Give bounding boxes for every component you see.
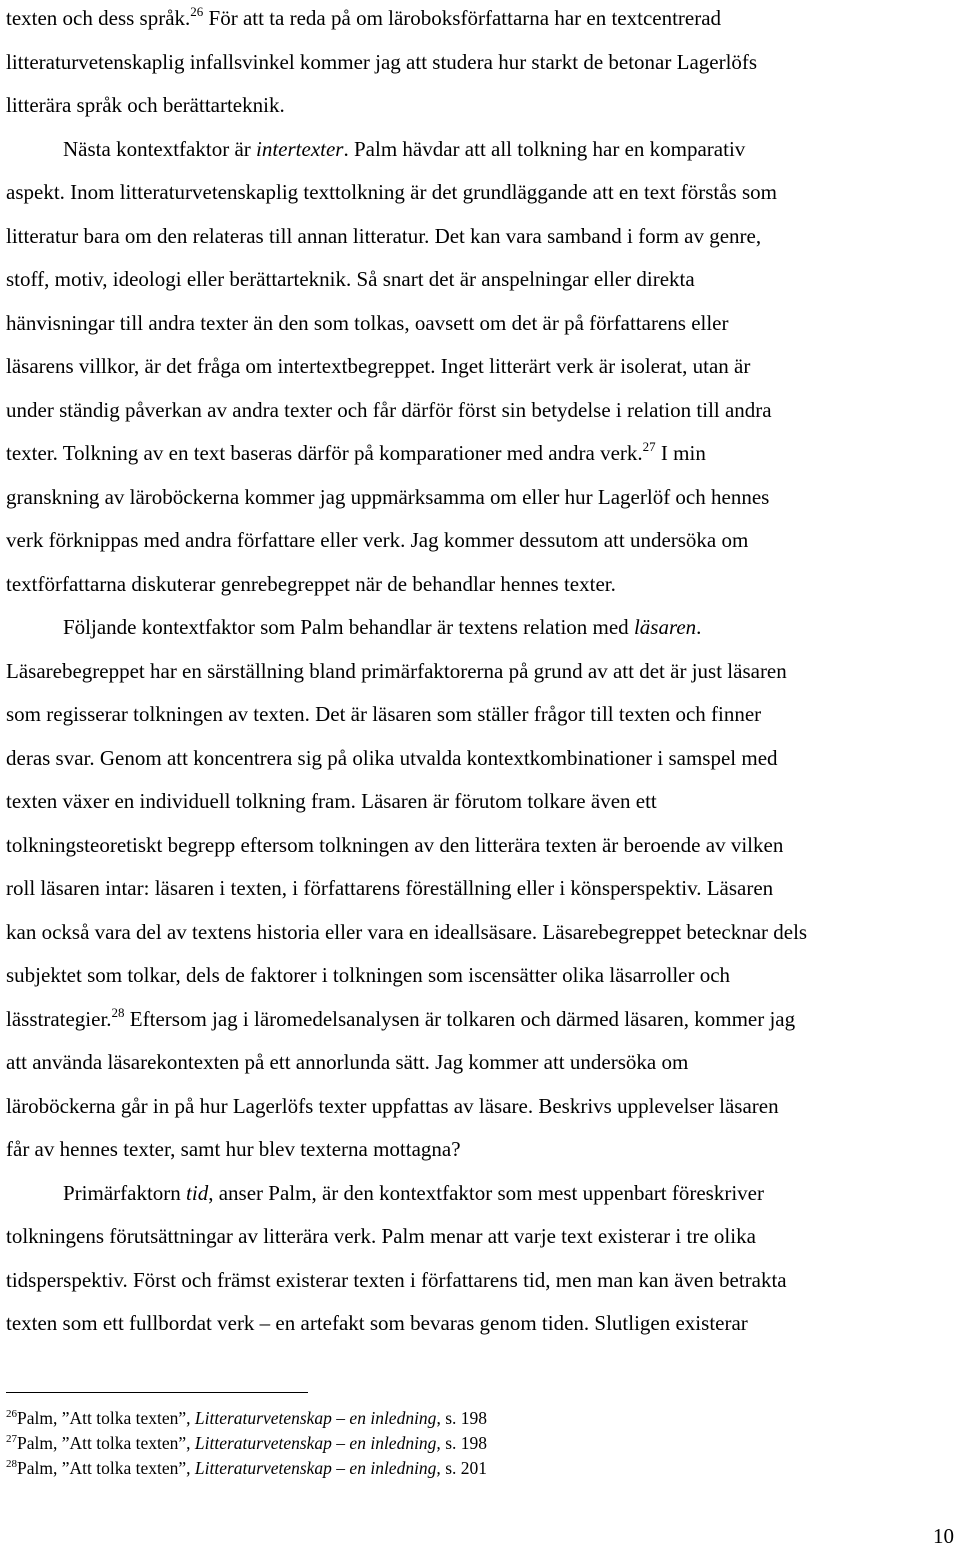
text-line: [6, 1302, 960, 1346]
text-run: granskning av läroböckerna kommer jag uppmärksamma om eller hur Lagerlöf och hennes: [6, 484, 770, 509]
text-line: [6, 780, 960, 824]
text-line: [6, 41, 960, 85]
footnote-page: s. 198: [440, 1433, 487, 1453]
text-run: I min: [655, 441, 706, 465]
text-line: [6, 1085, 960, 1129]
text-line: [6, 737, 960, 781]
text-line: [6, 1259, 960, 1303]
text-line: [6, 1172, 960, 1216]
text-run: får av hennes texter, samt hur blev texterna mottagna?: [6, 1137, 461, 1161]
footnote-reference: 27: [642, 439, 656, 454]
paragraph: [6, 606, 960, 1172]
text-run: att använda läsarekontexten på ett annorlunda sätt. Jag kommer att undersöka om: [6, 1050, 689, 1074]
text-line: [6, 345, 960, 389]
text-run: Primärfaktorn: [63, 1180, 187, 1205]
text-line: [6, 606, 960, 650]
text-run: Följande kontextfaktor som Palm behandlar är textens relation med: [63, 615, 634, 639]
text-run: , anser Palm, är den kontextfaktor som mest uppenbart föreskriver: [208, 1180, 764, 1205]
text-line: [6, 0, 960, 41]
footnote-title: Litteraturvetenskap – en inledning,: [194, 1433, 441, 1453]
text-run: tolkningens förutsättningar av litterära verk. Palm menar att varje text existerar i tre olika: [6, 1224, 756, 1248]
text-run: aspekt. Inom litteraturvetenskaplig texttolkning är det grundläggande att en text förstås som: [6, 180, 777, 204]
text-run: verk förknippas med andra författare eller verk. Jag kommer dessutom att undersöka om: [6, 528, 749, 552]
text-run: läroböckerna går in på hur Lagerlöfs texter uppfattas av läsare. Beskrivs upplevelser läsaren: [6, 1093, 779, 1118]
text-run: läsarens villkor, är det fråga om intertextbegreppet. Inget litterärt verk är isolerat, utan är: [6, 354, 751, 378]
text-line: [6, 302, 960, 346]
text-run: För att ta reda på om läroboksförfattarna har en textcentrerad: [203, 6, 722, 30]
text-run: tidsperspektiv. Först och främst existerar texten i författarens tid, men man kan även betrakta: [6, 1267, 787, 1292]
text-run: texter. Tolkning av en text baseras därför på komparationer med andra verk.: [6, 441, 643, 465]
footnote-separator: [6, 1392, 308, 1393]
text-run: subjektet som tolkar, dels de faktorer i tolkningen som iscensätter olika läsarroller och: [6, 963, 731, 987]
footnote: [6, 1431, 487, 1456]
text-run: som regisserar tolkningen av texten. Det är läsaren som ställer frågor till texten och finner: [6, 702, 762, 726]
text-line: [6, 389, 960, 433]
text-line: [6, 258, 960, 302]
footnote-number: 27: [6, 1433, 17, 1445]
emphasized-term: intertexter: [256, 136, 344, 161]
text-line: [6, 563, 960, 607]
document-body: [6, 0, 960, 1346]
footnote-page: , s. 198: [436, 1408, 487, 1428]
text-run: . Palm hävdar att all tolkning har en komparativ: [343, 136, 746, 161]
paragraph: [6, 128, 960, 607]
text-line: [6, 432, 960, 476]
text-run: Nästa kontextfaktor är: [63, 136, 257, 161]
text-run: kan också vara del av textens historia eller vara en ideallsäsare. Läsarebegreppet betecknar dels: [6, 919, 808, 944]
page-number: 10: [933, 1524, 954, 1548]
footnote: [6, 1456, 487, 1481]
paragraph: [6, 1172, 960, 1346]
text-line: [6, 171, 960, 215]
text-run: .: [696, 615, 702, 639]
footnote: [6, 1406, 487, 1431]
text-run: hänvisningar till andra texter än den som tolkas, oavsett om det är på författarens eller: [6, 310, 729, 335]
text-run: texten växer en individuell tolkning fram. Läsaren är förutom tolkare även ett: [6, 789, 657, 813]
text-run: Läsarebegreppet har en särställning bland primärfaktorerna på grund av att det är just läsaren: [6, 658, 787, 683]
text-line: [6, 128, 960, 172]
footnote-number: 26: [6, 1408, 17, 1420]
footnote-page: s. 201: [440, 1458, 487, 1478]
emphasized-term: läsaren: [633, 615, 697, 639]
text-line: [6, 998, 960, 1042]
text-line: [6, 1128, 960, 1172]
text-line: [6, 84, 960, 128]
text-run: under ständig påverkan av andra texter och får därför först sin betydelse i relation till andra: [6, 397, 772, 422]
text-line: [6, 867, 960, 911]
emphasized-term: tid: [186, 1180, 209, 1205]
text-line: [6, 215, 960, 259]
text-line: [6, 911, 960, 955]
text-line: [6, 1215, 960, 1259]
text-run: roll läsaren intar: läsaren i texten, i författarens föreställning eller i könsperspektiv. Läsaren: [6, 876, 774, 900]
text-run: litteratur bara om den relateras till annan litteratur. Det kan vara samband i form av genre,: [6, 223, 762, 248]
text-run: deras svar. Genom att koncentrera sig på olika utvalda kontextkombinationer i samspel med: [6, 745, 778, 770]
text-line: [6, 519, 960, 563]
footnote-title: Litteraturvetenskap – en inledning,: [194, 1458, 441, 1478]
text-run: texten och dess språk.: [6, 6, 191, 30]
text-run: texten som ett fullbordat verk – en artefakt som bevaras genom tiden. Slutligen existerar: [6, 1311, 748, 1335]
footnote-number: 28: [6, 1458, 17, 1470]
footnote-reference: 26: [190, 4, 204, 19]
footnote-author: Palm, ”Att tolka texten”,: [17, 1408, 195, 1428]
paragraph: [6, 0, 960, 128]
footnote-author: Palm, ”Att tolka texten”,: [17, 1458, 195, 1478]
text-line: [6, 693, 960, 737]
footnote-author: Palm, ”Att tolka texten”,: [17, 1433, 195, 1453]
text-run: stoff, motiv, ideologi eller berättarteknik. Så snart det är anspelningar eller direkta: [6, 267, 695, 291]
text-line: [6, 954, 960, 998]
footnote-reference: 28: [111, 1004, 125, 1020]
footnote-title: Litteraturvetenskap – en inledning: [194, 1408, 437, 1428]
text-run: Eftersom jag i läromedelsanalysen är tolkaren och därmed läsaren, kommer jag: [124, 1006, 796, 1031]
text-run: litterära språk och berättarteknik.: [6, 93, 285, 117]
footnotes: [6, 1406, 487, 1481]
text-line: [6, 1041, 960, 1085]
text-run: textförfattarna diskuterar genrebegreppet när de behandlar hennes texter.: [6, 571, 616, 596]
text-line: [6, 650, 960, 694]
text-run: litteraturvetenskaplig infallsvinkel kommer jag att studera hur starkt de betonar Lagerlöfs: [6, 49, 758, 74]
text-line: [6, 824, 960, 868]
text-line: [6, 476, 960, 520]
text-run: lässtrategier.: [6, 1006, 112, 1031]
text-run: tolkningsteoretiskt begrepp eftersom tolkningen av den litterära texten är beroende av vilken: [6, 832, 784, 857]
